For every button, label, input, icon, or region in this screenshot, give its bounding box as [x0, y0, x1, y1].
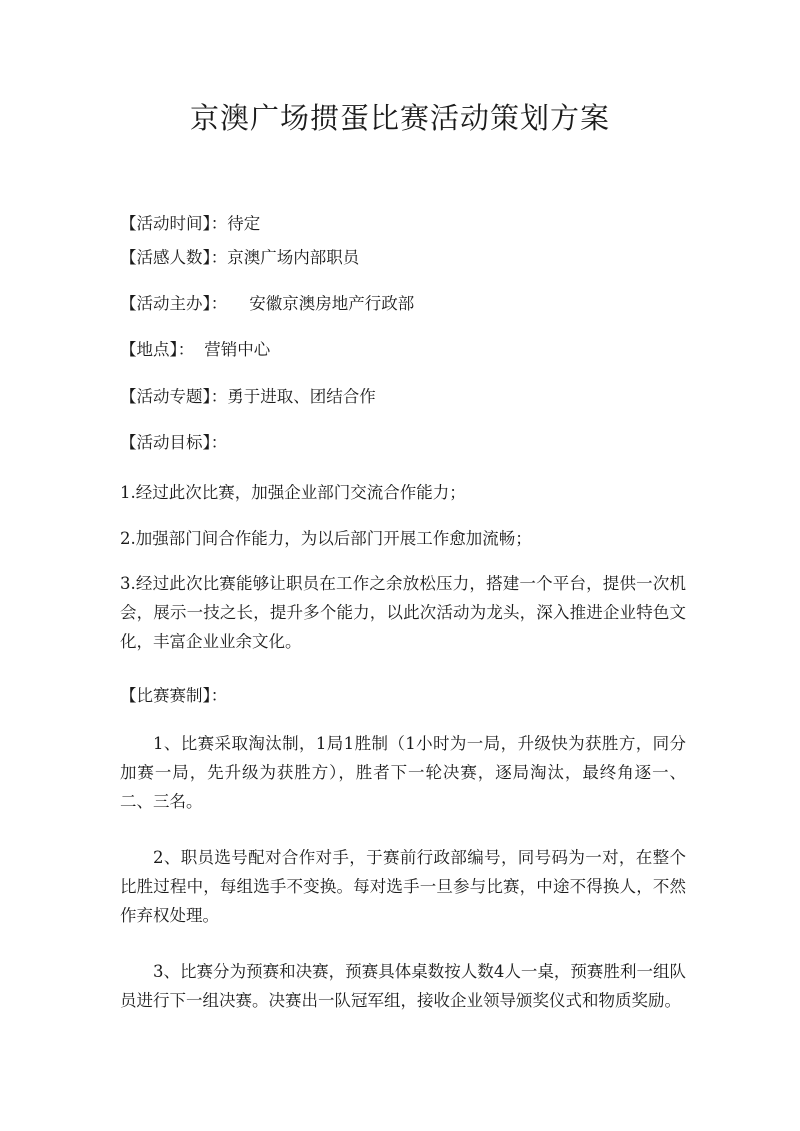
info-location: [120, 338, 270, 362]
info-activity-time: [120, 212, 260, 236]
info-label: 【活动时间】：: [120, 214, 228, 233]
info-value: 营销中心: [204, 340, 271, 359]
rule-item: 1、比赛采取淘汰制，1局1胜制（1小时为一局，升级快为获胜方，同分加赛一局，先升级为获胜方），胜者下一轮决赛，逐局淘汰，最终角逐一、二、三名。: [120, 734, 686, 811]
info-label: 【活感人数】：: [120, 248, 228, 267]
document-title: 京澳广场掼蛋比赛活动策划方案: [189, 101, 610, 135]
goal-item: 1.经过此次比赛，加强企业部门交流合作能力；: [120, 483, 466, 502]
goal-item: 2.加强部门间合作能力，为以后部门开展工作愈加流畅；: [120, 529, 532, 548]
info-theme: [120, 385, 376, 409]
info-value: 安徽京澳房地产行政部: [249, 294, 415, 313]
rule-item: 2、职员选号配对合作对手，于赛前行政部编号，同号码为一对，在整个比胜过程中，每组选手不变换。每对选手一旦参与比赛，中途不得换人，不然作弃权处理。: [120, 848, 686, 925]
info-value: 京澳广场内部职员: [227, 248, 360, 267]
rules-heading: 【比赛赛制】：: [120, 686, 228, 705]
goal-item: 3.经过此次比赛能够让职员在工作之余放松压力，搭建一个平台，提供一次机会，展示一技之长，提升多个能力，以此次活动为龙头，深入推进企业特色文化，丰富企业业余文化。: [120, 574, 686, 651]
goals-heading: 【活动目标】：: [120, 433, 228, 452]
info-value: 勇于进取、团结合作: [227, 387, 376, 406]
info-label: 【活动专题】：: [120, 387, 228, 406]
info-label: 【地点】：: [120, 340, 195, 359]
info-label: 【活动主办】：: [120, 294, 228, 313]
rule-item: 3、比赛分为预赛和决赛，预赛具体桌数按人数4人一桌，预赛胜利一组队员进行下一组决赛。决赛出一队冠军组，接收企业领导颁奖仪式和物质奖励。: [120, 962, 686, 1010]
info-organizer: [120, 292, 414, 316]
info-participants: [120, 246, 359, 270]
info-value: 待定: [227, 214, 261, 233]
